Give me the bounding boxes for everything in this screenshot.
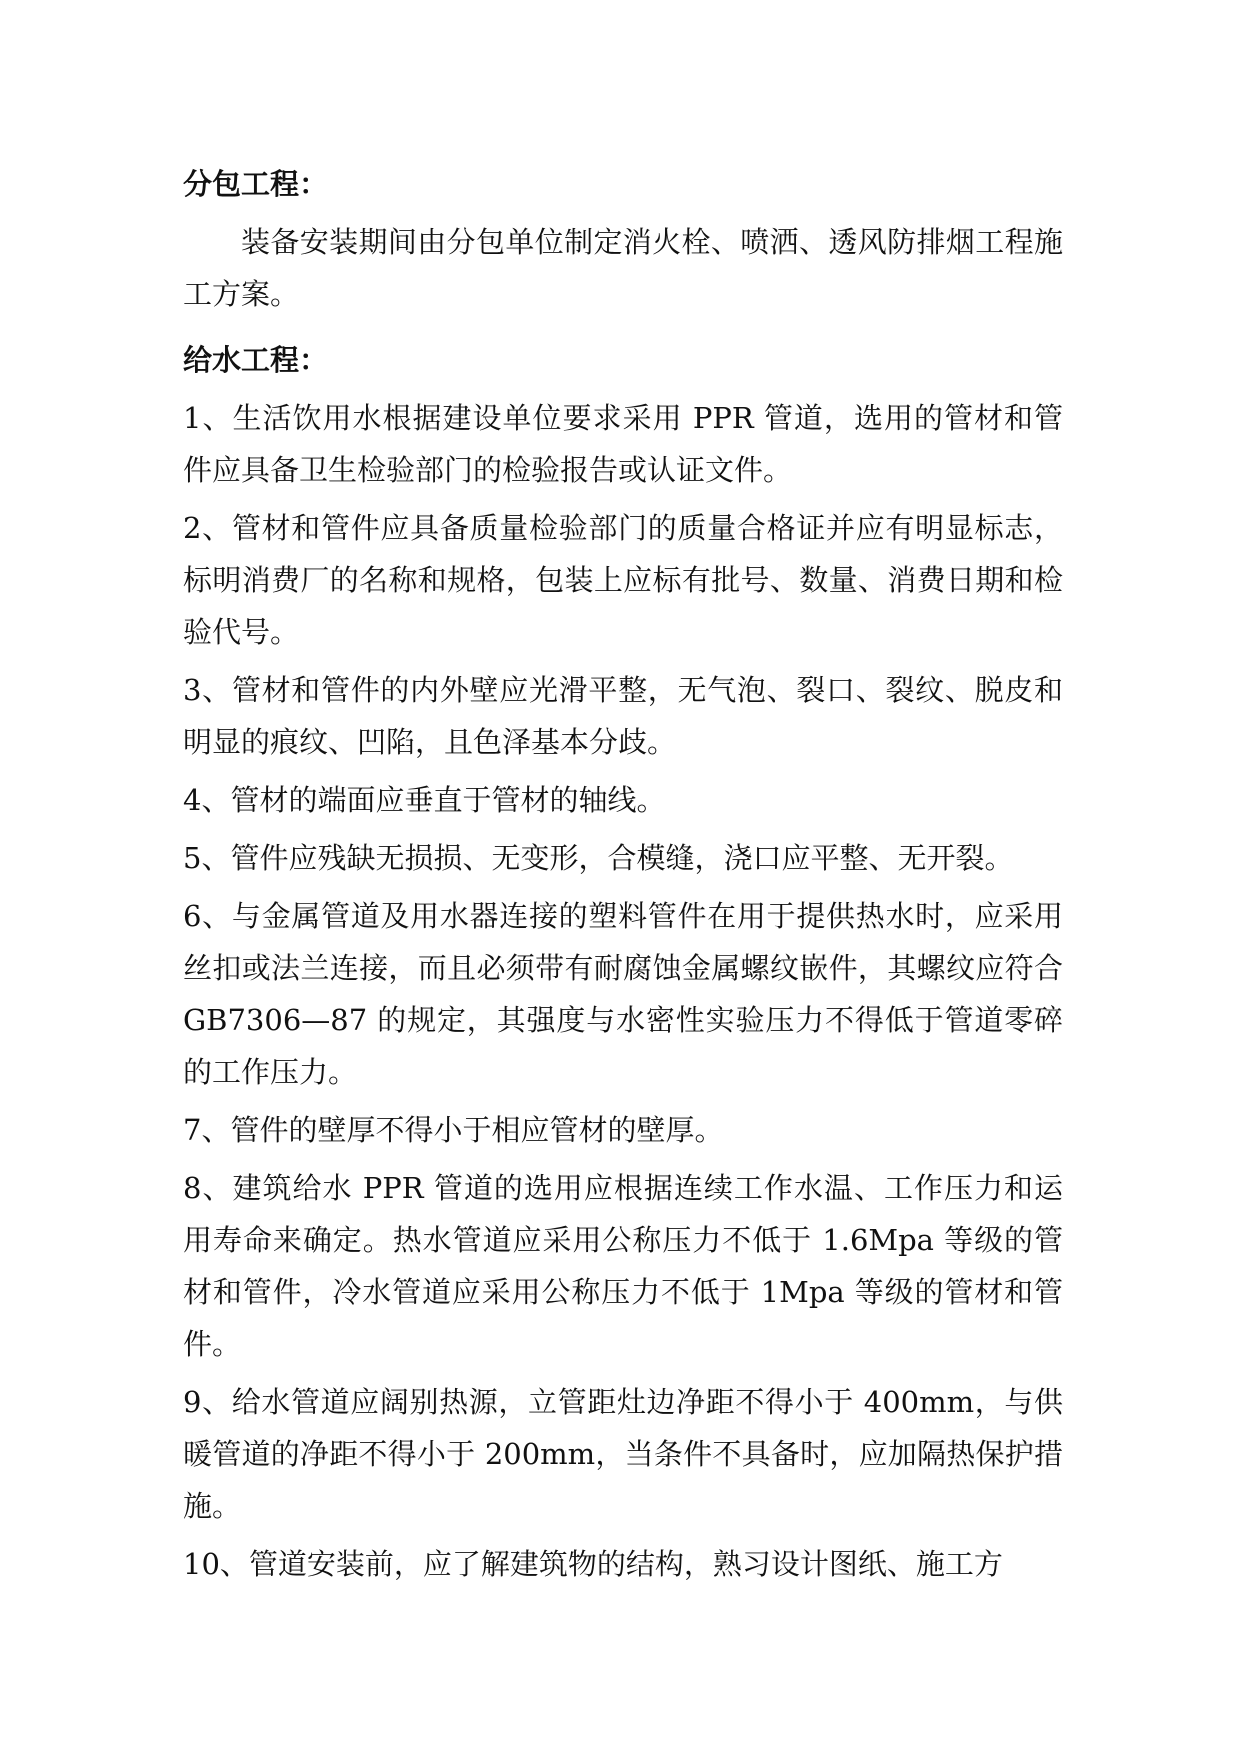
subcontract-paragraph: 装备安装期间由分包单位制定消火栓、喷洒、透风防排烟工程施工方案。	[183, 225, 1063, 311]
water-supply-item-3: 3、管材和管件的内外壁应光滑平整，无气泡、裂口、裂纹、脱皮和明显的痕纹、凹陷，且色泽基本分歧。	[183, 673, 1063, 759]
section-heading-water-supply: 给水工程：	[183, 343, 329, 377]
water-supply-item-10: 10、管道安装前，应了解建筑物的结构，熟习设计图纸、施工方	[183, 1547, 1003, 1581]
water-supply-item-2: 2、管材和管件应具备质量检验部门的质量合格证并应有明显标志，标明消费厂的名称和规格，包装上应标有批号、数量、消费日期和检验代号。	[183, 511, 1063, 649]
water-supply-item-9: 9、给水管道应阔别热源，立管距灶边净距不得小于 400mm，与供暖管道的净距不得小于 200mm，当条件不具备时，应加隔热保护措施。	[183, 1385, 1063, 1523]
water-supply-item-7: 7、管件的壁厚不得小于相应管材的壁厚。	[183, 1113, 724, 1147]
water-supply-item-1: 1、生活饮用水根据建设单位要求采用 PPR 管道，选用的管材和管件应具备卫生检验部门的检验报告或认证文件。	[183, 401, 1063, 487]
section-heading-subcontract: 分包工程：	[183, 167, 329, 201]
water-supply-item-8: 8、建筑给水 PPR 管道的选用应根据连续工作水温、工作压力和运用寿命来确定。热水管道应采用公称压力不低于 1.6Mpa 等级的管材和管件，冷水管道应采用公称压力不低于 1Mpa 等级的管材和管件。	[183, 1171, 1063, 1361]
water-supply-item-4: 4、管材的端面应垂直于管材的轴线。	[183, 783, 666, 817]
document-body	[183, 158, 1063, 1596]
water-supply-item-6: 6、与金属管道及用水器连接的塑料管件在用于提供热水时，应采用丝扣或法兰连接，而且必须带有耐腐蚀金属螺纹嵌件，其螺纹应符合 GB7306—87 的规定，其强度与水密性实验压力不得低于管道零碎的工作压力。	[183, 899, 1063, 1089]
water-supply-item-5: 5、管件应残缺无损损、无变形，合模缝，浇口应平整、无开裂。	[183, 841, 1014, 875]
